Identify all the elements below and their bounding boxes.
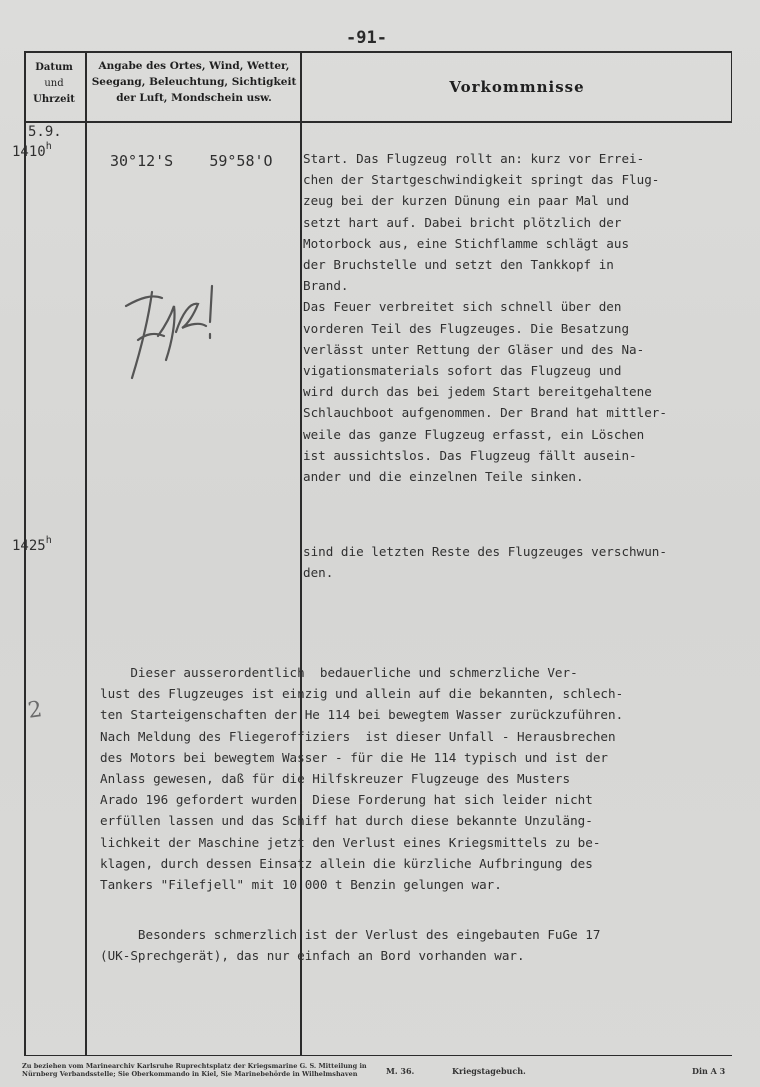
column-rule-date [85, 51, 87, 1056]
text-line: setzt hart auf. Dabei bricht plötzlich der [303, 214, 622, 230]
entry-time [12, 535, 52, 554]
text-line: vorderen Teil des Flugzeuges. Die Besatzung [303, 320, 630, 336]
header-place-weather [88, 58, 300, 106]
entry-time [12, 141, 52, 160]
header-date-line: Datum [35, 62, 73, 73]
text-line: den. [303, 565, 334, 581]
text-line: Arado 196 gefordert wurden. Diese Forderung hat sich leider nicht [100, 792, 593, 808]
time-value: 1425 [12, 538, 46, 554]
text-line: der Bruchstelle und setzt den Tankkopf in [303, 257, 614, 273]
footer-paper-format: Din A 3 [692, 1066, 726, 1076]
text-line: Motorbock aus, eine Stichflamme schlägt aus [303, 235, 630, 251]
page-number: -91- [346, 28, 387, 48]
column-rule-place [300, 51, 302, 1056]
text-line: Start. Das Flugzeug rollt an: kurz vor Errei- [303, 151, 645, 166]
text-line: Nach Meldung des Fliegeroffiziers ist dieser Unfall - Herausbrechen [100, 728, 616, 744]
time-suffix: h [45, 141, 52, 152]
text-line: ist aussichtslos. Das Flugzeug fällt ausein- [303, 447, 637, 463]
table-top-rule [24, 51, 732, 53]
header-date-time [24, 60, 84, 108]
header-date-line: und [44, 78, 64, 89]
text-line: vigationsmaterials sofort das Flugzeug und [303, 363, 622, 379]
text-line: wird durch das bei jedem Start bereitgehaltene [303, 384, 652, 400]
entry-date: 5.9. [28, 124, 62, 140]
header-place-line: Seegang, Beleuchtung, Sichtigkeit [91, 76, 297, 88]
text-line: Das Feuer verbreitet sich schnell über den [303, 299, 622, 315]
text-line: Tankers "Filefjell" mit 10 000 t Benzin gelungen war. [100, 877, 502, 893]
entry-2-text [303, 541, 667, 583]
text-line: lust des Flugzeuges ist einzig und allein auf die bekannten, schlech- [100, 686, 624, 702]
time-value: 1410 [12, 144, 46, 160]
commentary-paragraph [100, 662, 623, 895]
text-line: sind die letzten Reste des Flugzeuges verschwun- [303, 544, 667, 559]
commentary-paragraph [100, 924, 600, 966]
text-line: (UK-Sprechgerät), das nur einfach an Bord vorhanden war. [100, 948, 525, 964]
text-line: erfüllen lassen und das Schiff hat durch diese bekannte Unzuläng- [100, 813, 593, 829]
header-events: Vorkommnisse [449, 78, 585, 96]
text-line: chen der Startgeschwindigkeit springt das Flug- [303, 172, 660, 188]
text-line: weile das ganze Flugzeug erfasst, ein Löschen [303, 426, 645, 442]
text-line: Dieser ausserordentlich bedauerliche und schmerzliche Ver- [100, 665, 578, 680]
handwritten-signature [118, 262, 228, 392]
footer-imprint: Zu beziehen vom Marinearchiv Karlsruhe Ruprechtsplatz der Kriegsmarine G. S. Mitteilung in Nürnberg Verbandsstelle; Sie Oberkommando in Kiel, Sie Marinebehörde in Wilhelmshaven [22, 1062, 367, 1078]
text-line: Besonders schmerzlich ist der Verlust des eingebauten FuGe 17 [100, 927, 601, 942]
header-bottom-rule [24, 121, 732, 123]
footer-form-number: M. 36. [386, 1066, 415, 1076]
text-line: Schlauchboot aufgenommen. Der Brand hat mittler- [303, 405, 667, 421]
header-place-line: Angabe des Ortes, Wind, Wetter, [98, 60, 290, 72]
header-date-line: Uhrzeit [33, 94, 75, 105]
text-line: Brand. [303, 278, 349, 294]
text-line: zeug bei der kurzen Dünung ein paar Mal und [303, 193, 630, 209]
text-line: des Motors bei bewegtem Wasser - für die He 114 typisch und ist der [100, 749, 608, 765]
footer-title: Kriegstagebuch. [452, 1066, 526, 1076]
text-line: ten Starteigenschaften der He 114 bei bewegtem Wasser zurückzuführen. [100, 707, 624, 723]
text-line: lichkeit der Maschine jetzt den Verlust eines Kriegsmittels zu be- [100, 834, 601, 850]
header-place-line: der Luft, Mondschein usw. [116, 92, 272, 104]
text-line: Anlass gewesen, daß für die Hilfskreuzer Flugzeuge des Musters [100, 771, 571, 787]
time-suffix: h [45, 535, 52, 546]
marginal-note: 2 [26, 697, 44, 724]
entry-1-text [303, 148, 667, 487]
table-bottom-rule [24, 1055, 732, 1056]
text-line: klagen, durch dessen Einsatz allein die kürzliche Aufbringung des [100, 855, 593, 871]
text-line: ander und die einzelnen Teile sinken. [303, 469, 584, 485]
text-line: verlässt unter Rettung der Gläser und des Na- [303, 341, 645, 357]
entry-position: 30°12'S 59°58'O [110, 152, 273, 170]
